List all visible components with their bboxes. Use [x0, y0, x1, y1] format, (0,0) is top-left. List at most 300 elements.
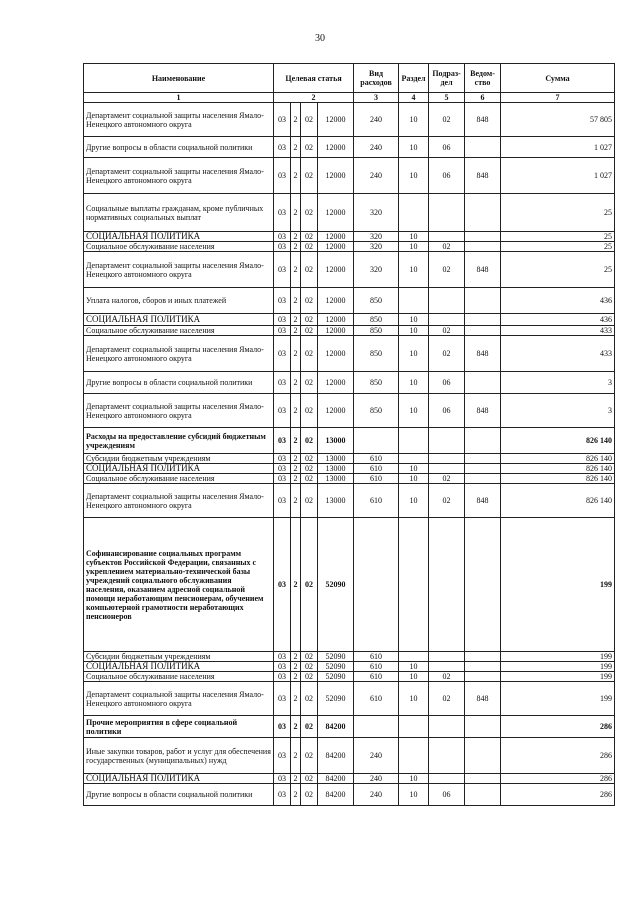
row-name: Департамент социальной защиты населения Ямало-Ненецкого автономного округа: [84, 158, 274, 194]
subsection-cell: [429, 652, 465, 662]
expense-type-cell: 320: [354, 252, 399, 288]
expense-type-cell: 240: [354, 137, 399, 158]
department-cell: [465, 194, 501, 232]
department-cell: 848: [465, 103, 501, 137]
table-row: [84, 158, 615, 194]
target-direction: 84200: [318, 784, 354, 806]
target-program: 03: [274, 158, 291, 194]
expense-type-cell: 850: [354, 314, 399, 326]
row-name: Прочие мероприятия в сфере социальной политики: [84, 716, 274, 738]
sum-cell: 1 027: [501, 158, 615, 194]
target-program: 03: [274, 454, 291, 464]
section-cell: 10: [399, 464, 429, 474]
section-cell: [399, 194, 429, 232]
subsection-cell: [429, 716, 465, 738]
target-direction: 13000: [318, 428, 354, 454]
section-cell: [399, 716, 429, 738]
target-subprogram: 2: [291, 428, 301, 454]
column-number: 6: [465, 93, 501, 103]
target-subprogram: 2: [291, 103, 301, 137]
target-main-event: 02: [301, 242, 318, 252]
row-name: Департамент социальной защиты населения Ямало-Ненецкого автономного округа: [84, 484, 274, 518]
department-cell: [465, 652, 501, 662]
row-name: Уплата налогов, сборов и иных платежей: [84, 288, 274, 314]
target-main-event: 02: [301, 103, 318, 137]
subsection-cell: [429, 464, 465, 474]
section-cell: 10: [399, 662, 429, 672]
target-main-event: 02: [301, 428, 318, 454]
row-name: СОЦИАЛЬНАЯ ПОЛИТИКА: [84, 232, 274, 242]
subsection-cell: 02: [429, 252, 465, 288]
row-name: Субсидии бюджетным учреждениям: [84, 652, 274, 662]
subsection-cell: 06: [429, 784, 465, 806]
row-name: СОЦИАЛЬНАЯ ПОЛИТИКА: [84, 774, 274, 784]
target-program: 03: [274, 474, 291, 484]
section-cell: [399, 652, 429, 662]
department-cell: 848: [465, 252, 501, 288]
row-name: Другие вопросы в области социальной политики: [84, 372, 274, 394]
expense-type-cell: 240: [354, 738, 399, 774]
expense-type-cell: 610: [354, 484, 399, 518]
target-subprogram: 2: [291, 784, 301, 806]
department-cell: [465, 662, 501, 672]
department-cell: [465, 738, 501, 774]
subsection-cell: 02: [429, 682, 465, 716]
target-main-event: 02: [301, 774, 318, 784]
sum-cell: 199: [501, 518, 615, 652]
subsection-cell: [429, 738, 465, 774]
header-subsection: Подраз-дел: [429, 64, 465, 93]
section-cell: 10: [399, 394, 429, 428]
target-direction: 84200: [318, 716, 354, 738]
department-cell: [465, 474, 501, 484]
subsection-cell: 02: [429, 242, 465, 252]
row-name: Социальное обслуживание населения: [84, 672, 274, 682]
target-main-event: 02: [301, 252, 318, 288]
row-name: Департамент социальной защиты населения Ямало-Ненецкого автономного округа: [84, 682, 274, 716]
section-cell: [399, 738, 429, 774]
table-row: [84, 252, 615, 288]
subsection-cell: 02: [429, 103, 465, 137]
row-name: Социальное обслуживание населения: [84, 242, 274, 252]
table-row: [84, 518, 615, 652]
sum-cell: 826 140: [501, 464, 615, 474]
target-direction: 84200: [318, 738, 354, 774]
target-program: 03: [274, 784, 291, 806]
target-subprogram: 2: [291, 518, 301, 652]
department-cell: [465, 428, 501, 454]
target-main-event: 02: [301, 326, 318, 336]
table-row: [84, 194, 615, 232]
subsection-cell: [429, 232, 465, 242]
target-direction: 52090: [318, 518, 354, 652]
row-name: СОЦИАЛЬНАЯ ПОЛИТИКА: [84, 314, 274, 326]
section-cell: 10: [399, 103, 429, 137]
subsection-cell: [429, 288, 465, 314]
header-target-article: Целевая статья: [274, 64, 354, 93]
target-direction: 52090: [318, 662, 354, 672]
target-direction: 12000: [318, 242, 354, 252]
section-cell: [399, 428, 429, 454]
header-sum: Сумма: [501, 64, 615, 93]
target-program: 03: [274, 326, 291, 336]
expense-type-cell: 320: [354, 242, 399, 252]
target-main-event: 02: [301, 288, 318, 314]
expense-type-cell: 320: [354, 232, 399, 242]
sum-cell: 199: [501, 662, 615, 672]
target-direction: 12000: [318, 137, 354, 158]
target-main-event: 02: [301, 518, 318, 652]
sum-cell: 286: [501, 738, 615, 774]
target-main-event: 02: [301, 232, 318, 242]
department-cell: 848: [465, 336, 501, 372]
target-direction: 13000: [318, 464, 354, 474]
section-cell: [399, 518, 429, 652]
target-main-event: 02: [301, 314, 318, 326]
target-subprogram: 2: [291, 454, 301, 464]
subsection-cell: [429, 662, 465, 672]
table-row: [84, 716, 615, 738]
target-direction: 13000: [318, 454, 354, 464]
section-cell: 10: [399, 336, 429, 372]
expense-type-cell: 850: [354, 394, 399, 428]
target-main-event: 02: [301, 784, 318, 806]
target-main-event: 02: [301, 484, 318, 518]
budget-table: [83, 63, 615, 806]
sum-cell: 199: [501, 652, 615, 662]
expense-type-cell: [354, 518, 399, 652]
row-name: СОЦИАЛЬНАЯ ПОЛИТИКА: [84, 464, 274, 474]
subsection-cell: 02: [429, 474, 465, 484]
target-program: 03: [274, 252, 291, 288]
target-direction: 12000: [318, 326, 354, 336]
table-row: [84, 682, 615, 716]
target-subprogram: 2: [291, 682, 301, 716]
section-cell: 10: [399, 672, 429, 682]
subsection-cell: [429, 774, 465, 784]
target-main-event: 02: [301, 454, 318, 464]
department-cell: [465, 672, 501, 682]
column-number: 4: [399, 93, 429, 103]
target-direction: 84200: [318, 774, 354, 784]
subsection-cell: [429, 428, 465, 454]
target-program: 03: [274, 662, 291, 672]
table-row: [84, 372, 615, 394]
target-program: 03: [274, 103, 291, 137]
target-subprogram: 2: [291, 662, 301, 672]
subsection-cell: [429, 518, 465, 652]
row-name: СОЦИАЛЬНАЯ ПОЛИТИКА: [84, 662, 274, 672]
subsection-cell: 06: [429, 372, 465, 394]
expense-type-cell: 240: [354, 103, 399, 137]
expense-type-cell: 610: [354, 672, 399, 682]
table-row: [84, 394, 615, 428]
sum-cell: 199: [501, 682, 615, 716]
column-number: 1: [84, 93, 274, 103]
sum-cell: 286: [501, 716, 615, 738]
table-row: [84, 474, 615, 484]
sum-cell: 25: [501, 194, 615, 232]
target-subprogram: 2: [291, 716, 301, 738]
row-name: Субсидии бюджетным учреждениям: [84, 454, 274, 464]
table-row: [84, 784, 615, 806]
target-main-event: 02: [301, 652, 318, 662]
target-program: 03: [274, 314, 291, 326]
subsection-cell: 06: [429, 137, 465, 158]
target-direction: 12000: [318, 336, 354, 372]
section-cell: 10: [399, 252, 429, 288]
sum-cell: 436: [501, 314, 615, 326]
department-cell: 848: [465, 158, 501, 194]
table-row: [84, 738, 615, 774]
target-subprogram: 2: [291, 137, 301, 158]
target-subprogram: 2: [291, 158, 301, 194]
target-direction: 13000: [318, 484, 354, 518]
target-direction: 12000: [318, 372, 354, 394]
target-subprogram: 2: [291, 326, 301, 336]
expense-type-cell: 610: [354, 652, 399, 662]
subsection-cell: 06: [429, 394, 465, 428]
target-main-event: 02: [301, 394, 318, 428]
sum-cell: 3: [501, 372, 615, 394]
target-direction: 12000: [318, 103, 354, 137]
table-row: [84, 454, 615, 464]
section-cell: 10: [399, 232, 429, 242]
row-name: Департамент социальной защиты населения Ямало-Ненецкого автономного округа: [84, 394, 274, 428]
target-subprogram: 2: [291, 242, 301, 252]
row-name: Расходы на предоставление субсидий бюджетным учреждениям: [84, 428, 274, 454]
header-expense-type: Вид расходов: [354, 64, 399, 93]
table-row: [84, 484, 615, 518]
target-main-event: 02: [301, 372, 318, 394]
expense-type-cell: 610: [354, 474, 399, 484]
target-main-event: 02: [301, 716, 318, 738]
section-cell: 10: [399, 784, 429, 806]
expense-type-cell: 850: [354, 288, 399, 314]
department-cell: [465, 137, 501, 158]
row-name: Департамент социальной защиты населения Ямало-Ненецкого автономного округа: [84, 103, 274, 137]
target-direction: 12000: [318, 394, 354, 428]
target-subprogram: 2: [291, 288, 301, 314]
expense-type-cell: 610: [354, 454, 399, 464]
target-subprogram: 2: [291, 464, 301, 474]
row-name: Социальное обслуживание населения: [84, 474, 274, 484]
section-cell: 10: [399, 474, 429, 484]
header-department: Ведом-ство: [465, 64, 501, 93]
target-main-event: 02: [301, 672, 318, 682]
target-direction: 52090: [318, 672, 354, 682]
expense-type-cell: 610: [354, 682, 399, 716]
target-program: 03: [274, 716, 291, 738]
table-row: [84, 288, 615, 314]
subsection-cell: [429, 314, 465, 326]
sum-cell: 286: [501, 774, 615, 784]
table-row: [84, 326, 615, 336]
target-program: 03: [274, 372, 291, 394]
row-name: Социальные выплаты гражданам, кроме публичных нормативных социальных выплат: [84, 194, 274, 232]
table-row: [84, 672, 615, 682]
row-name: Софинансирование социальных программ субъектов Российской Федерации, связанных с укреплением материально-технической базы учреждений социального обслуживания населения, оказанием адресной социальной помощи неработающим пенсионерам, обучением компьютерной грамотности неработающих пенсионеров: [84, 518, 274, 652]
target-direction: 12000: [318, 194, 354, 232]
sum-cell: 826 140: [501, 484, 615, 518]
target-main-event: 02: [301, 158, 318, 194]
sum-cell: 1 027: [501, 137, 615, 158]
department-cell: 848: [465, 394, 501, 428]
target-subprogram: 2: [291, 652, 301, 662]
target-program: 03: [274, 484, 291, 518]
target-program: 03: [274, 672, 291, 682]
department-cell: [465, 326, 501, 336]
sum-cell: 436: [501, 288, 615, 314]
target-subprogram: 2: [291, 774, 301, 784]
target-program: 03: [274, 194, 291, 232]
column-number: 7: [501, 93, 615, 103]
column-number: 2: [274, 93, 354, 103]
expense-type-cell: 850: [354, 336, 399, 372]
target-direction: 12000: [318, 232, 354, 242]
subsection-cell: [429, 194, 465, 232]
expense-type-cell: 240: [354, 774, 399, 784]
target-subprogram: 2: [291, 474, 301, 484]
sum-cell: 25: [501, 252, 615, 288]
department-cell: [465, 372, 501, 394]
department-cell: [465, 784, 501, 806]
target-program: 03: [274, 232, 291, 242]
target-direction: 12000: [318, 314, 354, 326]
column-number-row: [84, 93, 615, 103]
expense-type-cell: 240: [354, 784, 399, 806]
section-cell: 10: [399, 484, 429, 518]
section-cell: 10: [399, 326, 429, 336]
target-program: 03: [274, 394, 291, 428]
department-cell: [465, 518, 501, 652]
table-row: [84, 232, 615, 242]
expense-type-cell: 850: [354, 372, 399, 394]
target-program: 03: [274, 288, 291, 314]
target-subprogram: 2: [291, 252, 301, 288]
subsection-cell: 02: [429, 672, 465, 682]
column-number: 5: [429, 93, 465, 103]
row-name: Иные закупки товаров, работ и услуг для обеспечения государственных (муниципальных) нужд: [84, 738, 274, 774]
department-cell: [465, 716, 501, 738]
section-cell: 10: [399, 158, 429, 194]
section-cell: 10: [399, 314, 429, 326]
target-program: 03: [274, 428, 291, 454]
table-row: [84, 314, 615, 326]
row-name: Департамент социальной защиты населения Ямало-Ненецкого автономного округа: [84, 252, 274, 288]
sum-cell: 433: [501, 336, 615, 372]
expense-type-cell: 610: [354, 662, 399, 672]
target-subprogram: 2: [291, 484, 301, 518]
department-cell: [465, 314, 501, 326]
sum-cell: 826 140: [501, 428, 615, 454]
target-direction: 12000: [318, 252, 354, 288]
target-program: 03: [274, 518, 291, 652]
expense-type-cell: 850: [354, 326, 399, 336]
subsection-cell: 02: [429, 484, 465, 518]
department-cell: [465, 454, 501, 464]
table-row: [84, 464, 615, 474]
target-program: 03: [274, 464, 291, 474]
expense-type-cell: [354, 716, 399, 738]
table-row: [84, 774, 615, 784]
target-subprogram: 2: [291, 336, 301, 372]
target-direction: 52090: [318, 682, 354, 716]
expense-type-cell: 240: [354, 158, 399, 194]
target-program: 03: [274, 652, 291, 662]
table-row: [84, 652, 615, 662]
section-cell: 10: [399, 372, 429, 394]
expense-type-cell: [354, 428, 399, 454]
sum-cell: 433: [501, 326, 615, 336]
sum-cell: 3: [501, 394, 615, 428]
table-row: [84, 428, 615, 454]
section-cell: [399, 288, 429, 314]
target-subprogram: 2: [291, 372, 301, 394]
sum-cell: 199: [501, 672, 615, 682]
sum-cell: 57 805: [501, 103, 615, 137]
table-body: [84, 103, 615, 806]
section-cell: 10: [399, 682, 429, 716]
subsection-cell: 02: [429, 336, 465, 372]
header-name: Наименование: [84, 64, 274, 93]
table-row: [84, 103, 615, 137]
table-row: [84, 137, 615, 158]
department-cell: [465, 232, 501, 242]
subsection-cell: 06: [429, 158, 465, 194]
section-cell: 10: [399, 137, 429, 158]
target-program: 03: [274, 137, 291, 158]
target-direction: 12000: [318, 158, 354, 194]
target-main-event: 02: [301, 474, 318, 484]
target-main-event: 02: [301, 137, 318, 158]
target-main-event: 02: [301, 336, 318, 372]
target-main-event: 02: [301, 194, 318, 232]
target-direction: 52090: [318, 652, 354, 662]
target-subprogram: 2: [291, 194, 301, 232]
header-section: Раздел: [399, 64, 429, 93]
target-subprogram: 2: [291, 232, 301, 242]
target-program: 03: [274, 682, 291, 716]
sum-cell: 25: [501, 232, 615, 242]
department-cell: 848: [465, 682, 501, 716]
target-subprogram: 2: [291, 314, 301, 326]
target-direction: 12000: [318, 288, 354, 314]
department-cell: 848: [465, 484, 501, 518]
sum-cell: 25: [501, 242, 615, 252]
page-number: 30: [315, 33, 325, 44]
target-subprogram: 2: [291, 672, 301, 682]
sum-cell: 826 140: [501, 474, 615, 484]
section-cell: 10: [399, 242, 429, 252]
sum-cell: 286: [501, 784, 615, 806]
row-name: Другие вопросы в области социальной политики: [84, 137, 274, 158]
department-cell: [465, 464, 501, 474]
target-main-event: 02: [301, 464, 318, 474]
sum-cell: 826 140: [501, 454, 615, 464]
table-row: [84, 662, 615, 672]
target-subprogram: 2: [291, 394, 301, 428]
target-subprogram: 2: [291, 738, 301, 774]
target-main-event: 02: [301, 662, 318, 672]
department-cell: [465, 242, 501, 252]
row-name: Социальное обслуживание населения: [84, 326, 274, 336]
target-direction: 13000: [318, 474, 354, 484]
target-program: 03: [274, 738, 291, 774]
row-name: Другие вопросы в области социальной политики: [84, 784, 274, 806]
section-cell: 10: [399, 774, 429, 784]
target-program: 03: [274, 336, 291, 372]
